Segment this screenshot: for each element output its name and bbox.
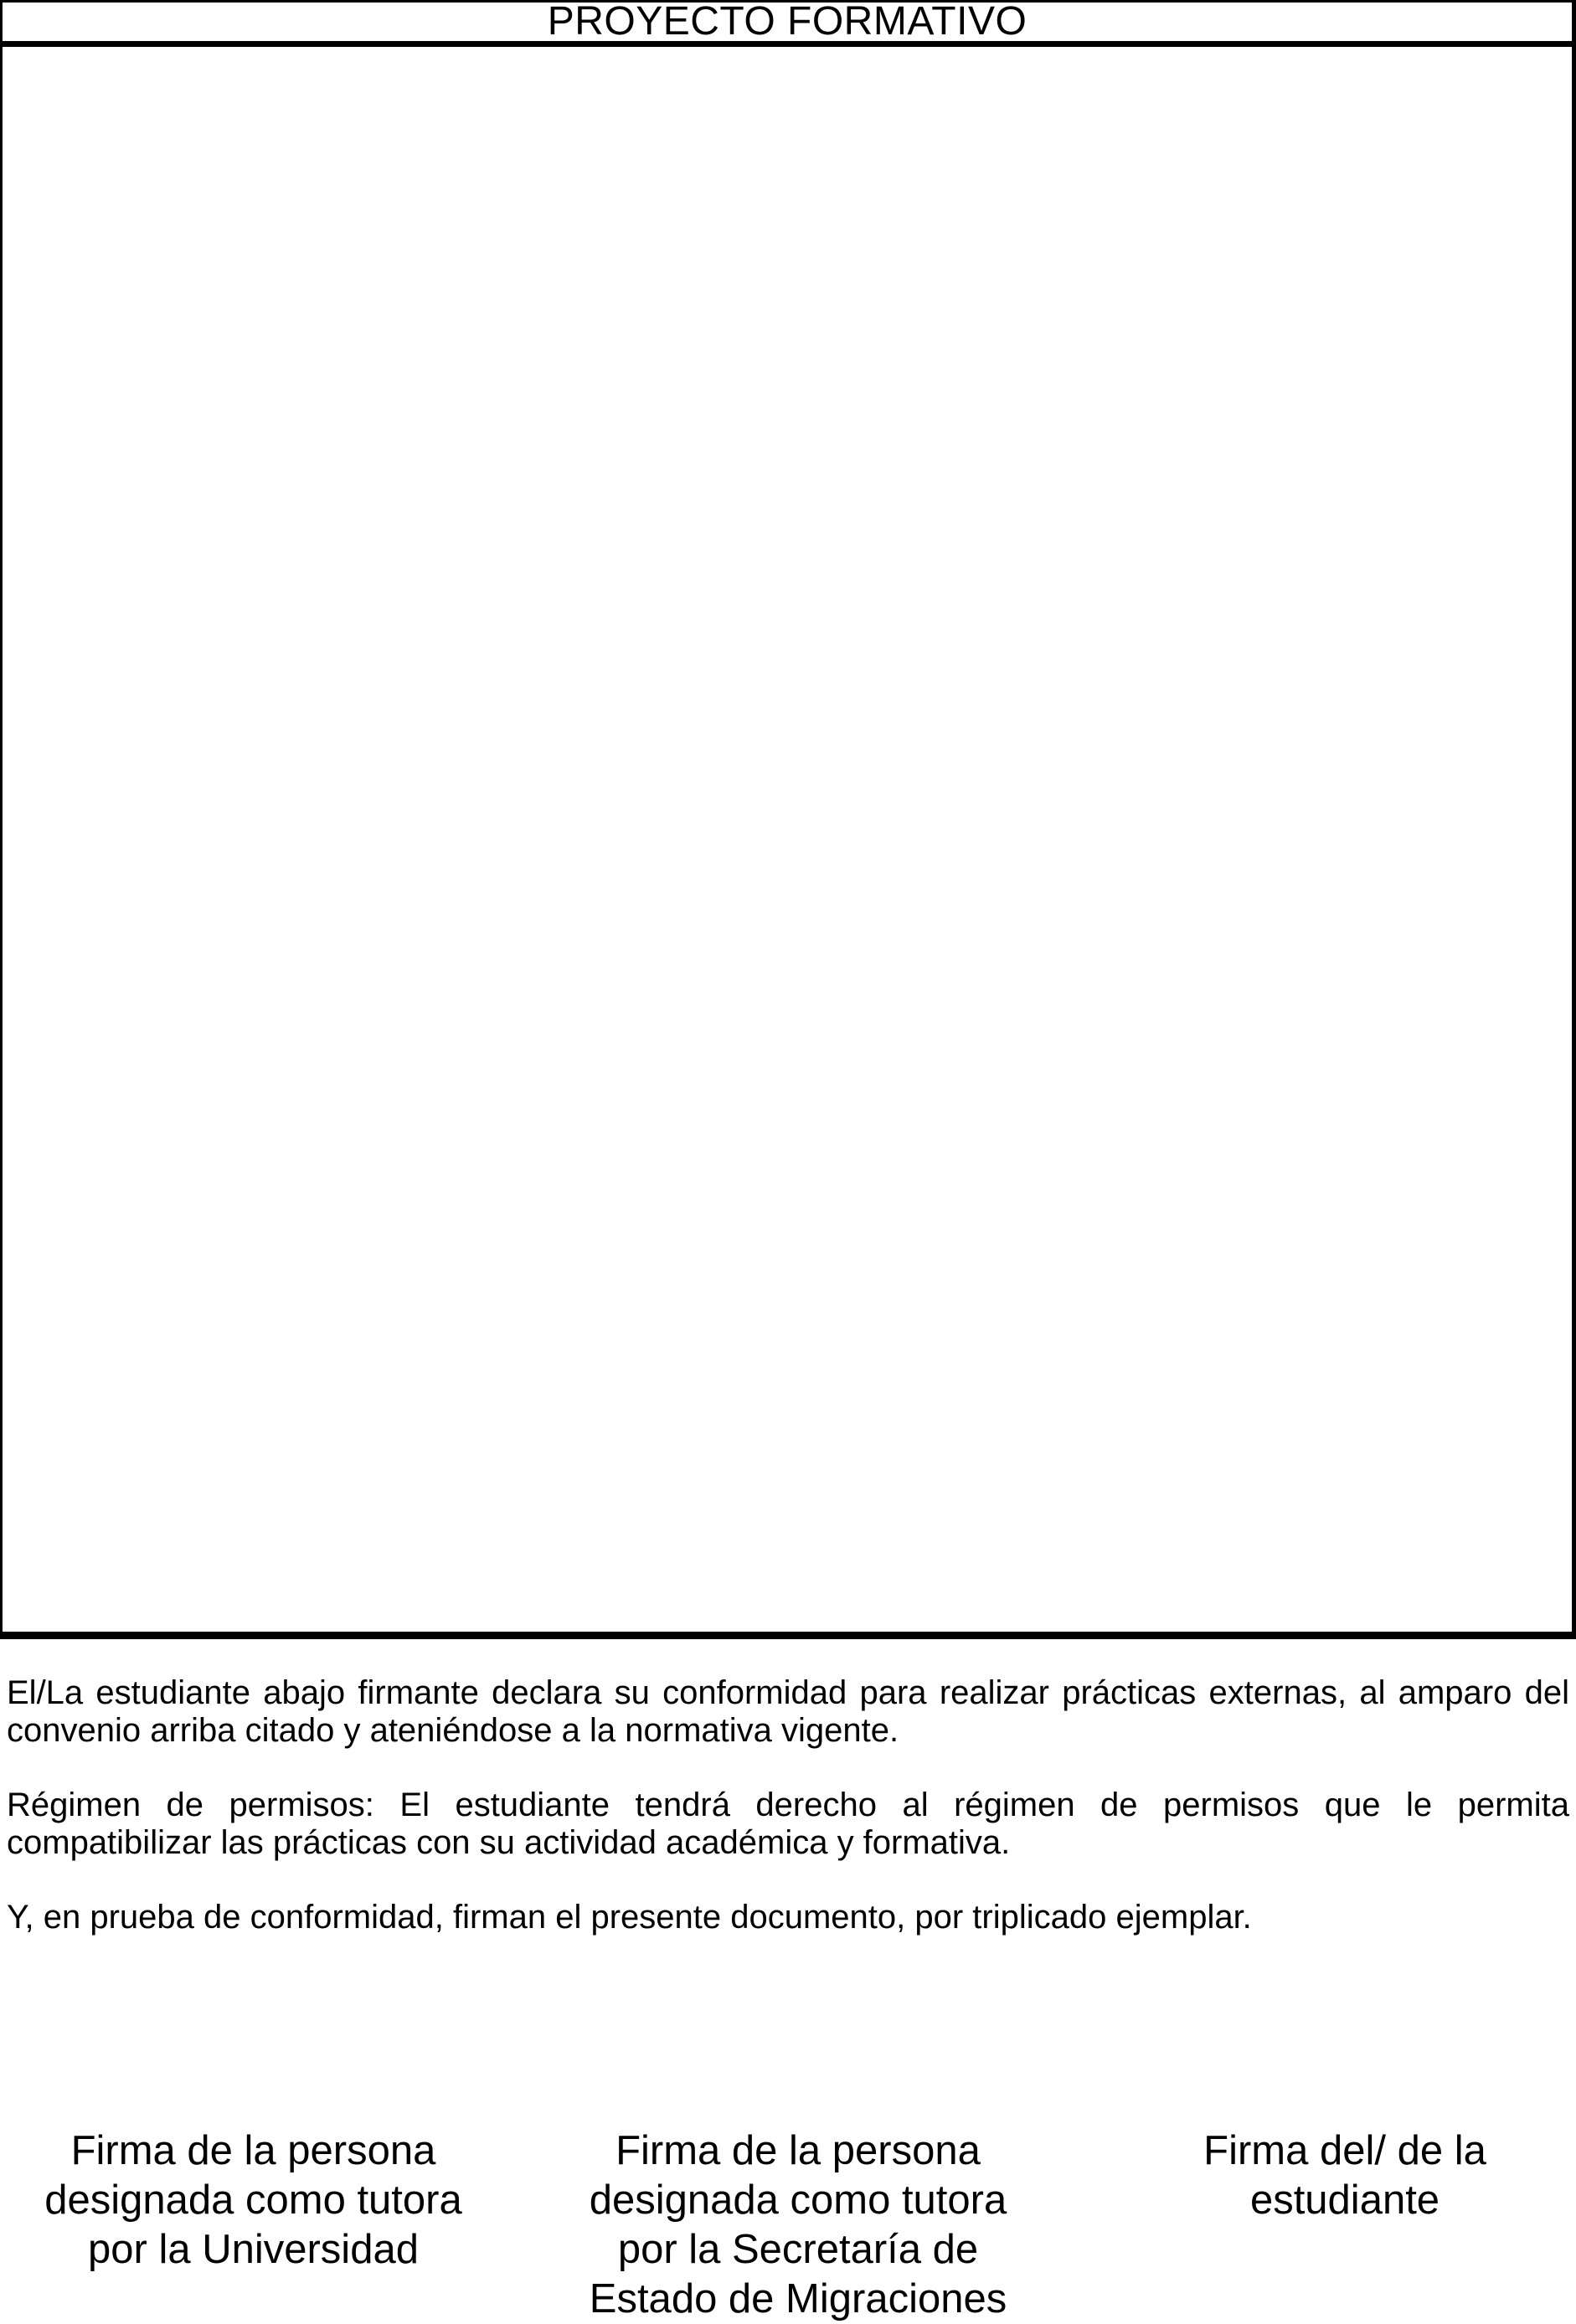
paragraph-line: Régimen de permisos: El estudiante tendrá derecho al régimen de permisos que le permita [7,1787,1569,1823]
signature-label-university-tutor: Firma de la persona designada como tutora por la Universidad [44,2128,462,2272]
paragraph-declaration [7,1674,1569,1750]
paragraph-line: compatibilizar las prácticas con su actividad académica y formativa. [7,1824,1011,1861]
project-description-empty-box [3,47,1572,1632]
paragraph-line: El/La estudiante abajo firmante declara su conformidad para realizar prácticas externas, al amparo del [7,1674,1569,1711]
signature-label-student: Firma del/ de la estudiante [1203,2128,1486,2223]
paragraph-regimen-permisos [7,1787,1569,1862]
form-title: PROYECTO FORMATIVO [547,0,1027,44]
signature-label-secretaria-migraciones-tutor: Firma de la persona designada como tutora por la Secretaría de Estado de Migraciones [589,2128,1007,2321]
table-header-row [3,0,1572,47]
paragraph-line: convenio arriba citado y ateniéndose a la normativa vigente. [7,1712,899,1749]
paragraph-line: Y, en prueba de conformidad, firman el presente documento, por triplicado ejemplar. [7,1899,1252,1936]
paragraph-conformidad [7,1899,1569,1936]
